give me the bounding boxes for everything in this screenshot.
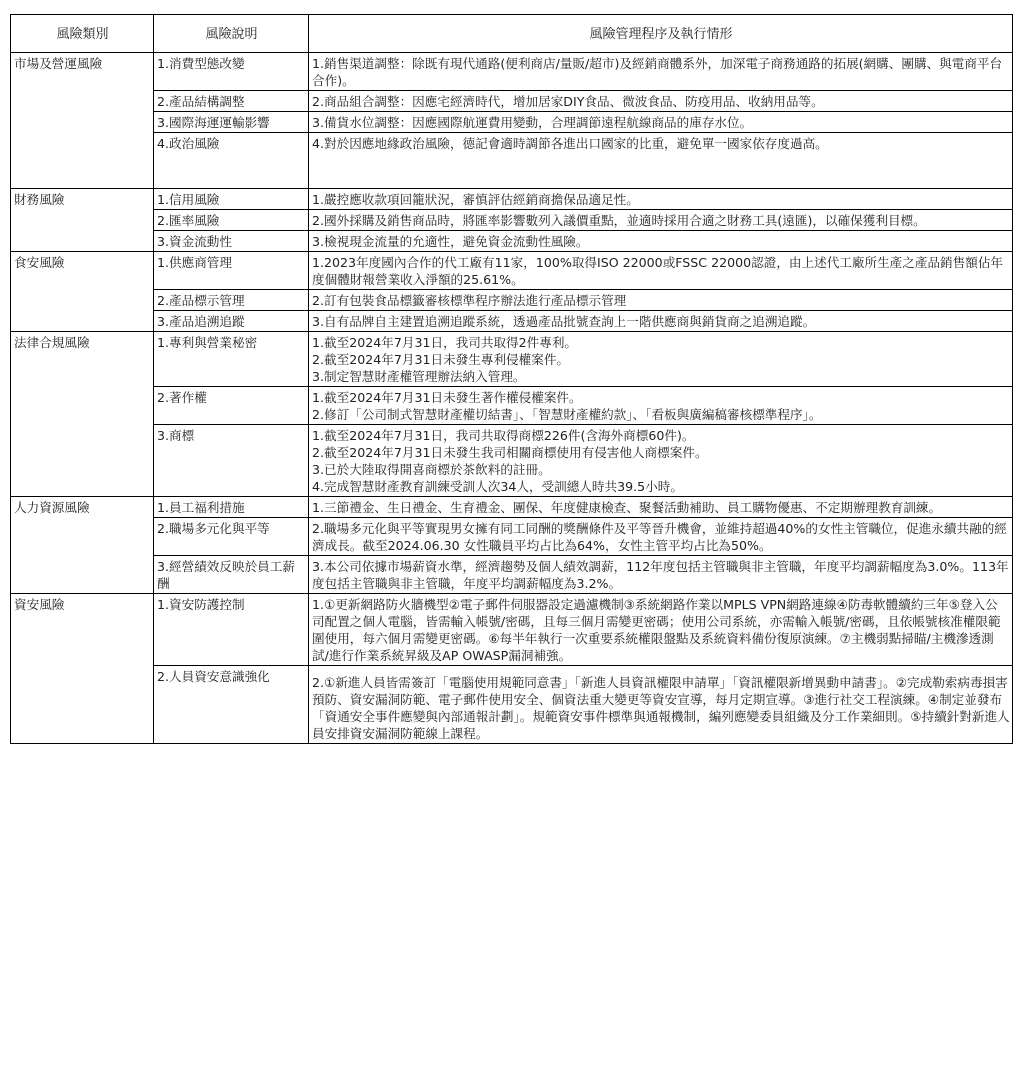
table-row <box>11 387 1013 425</box>
management-text-line: 2.①新進人員皆需簽訂「電腦使用規範同意書」「新進人員資訊權限申請單」「資訊權限新增異動申請書」。②完成勒索病毒損害預防、資安漏洞防範、電子郵件使用安全、個資法重大變更等資安宣導，每月定期宣導。③進行社交工程演練。④制定並發布「資通安全事件應變與內部通報計劃」。規範資安事件標準與通報機制，編列應變委員組織及分工作業細則。⑤持續針對新進人員安排資安漏洞防範線上課程。 <box>312 675 1010 741</box>
risk-management-cell <box>309 112 1013 133</box>
risk-management-table <box>10 14 1013 744</box>
table-row <box>11 112 1013 133</box>
risk-description-cell: 2.產品結構調整 <box>154 91 309 112</box>
risk-category-cell: 食安風險 <box>11 252 154 332</box>
management-text-line: 2.修訂「公司制式智慧財產權切結書」、「智慧財產權約款」、「看板與廣編稿審核標準程序」。 <box>312 407 822 422</box>
risk-category-cell: 財務風險 <box>11 189 154 252</box>
table-row <box>11 189 1013 210</box>
risk-category-cell: 市場及營運風險 <box>11 53 154 189</box>
table-row <box>11 425 1013 497</box>
management-text-line: 3.制定智慧財產權管理辦法納入管理。 <box>312 369 526 384</box>
risk-management-cell <box>309 231 1013 252</box>
table-row <box>11 133 1013 189</box>
management-text-line: 1.銷售渠道調整：除既有現代通路(便利商店/量販/超市)及經銷商體系外，加深電子商務通路的拓展(網購、團購、與電商平台合作)。 <box>312 56 1003 88</box>
management-text-line: 3.本公司依據市場薪資水準，經濟趨勢及個人績效調薪，112年度包括主管職與非主管職，年度平均調薪幅度為3.0%。113年度包括主管職與非主管職，年度平均調薪幅度為3.2%。 <box>312 559 1009 591</box>
risk-management-cell <box>309 497 1013 518</box>
management-text-line: 1.嚴控應收款項回籠狀況，審慎評估經銷商擔保品適足性。 <box>312 192 639 207</box>
header-risk-management: 風險管理程序及執行情形 <box>309 15 1013 53</box>
management-text-line: 1.①更新網路防火牆機型②電子郵件伺服器設定過濾機制③系統網路作業以MPLS VPN網路連線④防毒軟體續約三年⑤登入公司配置之個人電腦，皆需輸入帳號/密碼，且每三個月需變更密碼；使用公司系統，亦需輸入帳號/密碼，且依帳號核准權限範圍使用，每六個月需變更密碼。⑥每半年執行一次重要系統權限盤點及系統資料備份復原演練。⑦主機弱點掃瞄/主機滲透測試/進行作業系統昇級及AP OWASP漏洞補強。 <box>312 597 1001 663</box>
management-text-line: 1.截至2024年7月31日，我司共取得2件專利。 <box>312 335 578 350</box>
header-risk-description: 風險說明 <box>154 15 309 53</box>
risk-management-cell <box>309 252 1013 290</box>
table-row <box>11 594 1013 666</box>
risk-description-cell: 1.信用風險 <box>154 189 309 210</box>
risk-description-cell: 3.資金流動性 <box>154 231 309 252</box>
risk-description-cell: 1.消費型態改變 <box>154 53 309 91</box>
table-row <box>11 53 1013 91</box>
table-row <box>11 231 1013 252</box>
risk-description-cell: 1.員工福利措施 <box>154 497 309 518</box>
risk-management-cell <box>309 290 1013 311</box>
management-text-line: 3.備貨水位調整：因應國際航運費用變動，合理調節遠程航線商品的庫存水位。 <box>312 115 753 130</box>
header-risk-category: 風險類別 <box>11 15 154 53</box>
management-text-line: 1.2023年度國內合作的代工廠有11家，100%取得ISO 22000或FSSC 22000認證，由上述代工廠所生產之產品銷售額佔年度個體財報營業收入淨額的25.61%。 <box>312 255 1004 287</box>
table-row <box>11 666 1013 744</box>
risk-description-cell: 3.經營績效反映於員工薪酬 <box>154 556 309 594</box>
risk-description-cell: 2.匯率風險 <box>154 210 309 231</box>
risk-management-cell <box>309 210 1013 231</box>
management-text-line: 4.對於因應地緣政治風險，德記會適時調節各進出口國家的比重，避免單一國家依存度過高。 <box>312 136 828 151</box>
management-text-line: 2.職場多元化與平等實現男女擁有同工同酬的獎酬條件及平等晉升機會，並維持超過40%的女性主管職位，促進永續共融的經濟成長。截至2024.06.30 女性職員平均占比為64%，女性主管平均占比為50%。 <box>312 521 1007 553</box>
risk-management-cell <box>309 594 1013 666</box>
risk-management-cell <box>309 311 1013 332</box>
management-text-line: 1.截至2024年7月31日，我司共取得商標226件(含海外商標60件)。 <box>312 428 695 443</box>
table-row <box>11 497 1013 518</box>
risk-description-cell: 2.產品標示管理 <box>154 290 309 311</box>
risk-management-cell <box>309 556 1013 594</box>
management-text-line: 2.截至2024年7月31日未發生我司相關商標使用有侵害他人商標案件。 <box>312 445 708 460</box>
table-row <box>11 252 1013 290</box>
risk-management-cell <box>309 425 1013 497</box>
risk-management-cell <box>309 53 1013 91</box>
risk-description-cell: 3.產品追溯追蹤 <box>154 311 309 332</box>
risk-management-cell <box>309 133 1013 189</box>
table-row <box>11 91 1013 112</box>
management-text-line: 3.已於大陸取得開喜商標於茶飲料的註冊。 <box>312 462 551 477</box>
table-row <box>11 290 1013 311</box>
table-row <box>11 332 1013 387</box>
risk-description-cell: 2.人員資安意識強化 <box>154 666 309 744</box>
risk-management-cell <box>309 518 1013 556</box>
management-text-line: 2.國外採購及銷售商品時，將匯率影響數列入議價重點，並適時採用合適之財務工具(遠匯)，以確保獲利目標。 <box>312 213 926 228</box>
risk-category-cell: 法律合規風險 <box>11 332 154 497</box>
table-row <box>11 556 1013 594</box>
risk-category-cell: 人力資源風險 <box>11 497 154 594</box>
risk-description-cell: 1.供應商管理 <box>154 252 309 290</box>
risk-description-cell: 4.政治風險 <box>154 133 309 189</box>
management-text-line: 3.自有品牌自主建置追溯追蹤系統，透過產品批號查詢上一階供應商與銷貨商之追溯追蹤。 <box>312 314 816 329</box>
risk-description-cell: 3.國際海運運輸影響 <box>154 112 309 133</box>
risk-management-cell <box>309 666 1013 744</box>
management-text-line: 1.三節禮金、生日禮金、生育禮金、團保、年度健康檢查、聚餐活動補助、員工購物優惠、不定期辦理教育訓練。 <box>312 500 942 515</box>
table-header-row <box>11 15 1013 53</box>
risk-description-cell: 2.職場多元化與平等 <box>154 518 309 556</box>
risk-description-cell: 1.資安防護控制 <box>154 594 309 666</box>
risk-category-cell: 資安風險 <box>11 594 154 744</box>
management-text-line: 4.完成智慧財產教育訓練受訓人次34人，受訓總人時共39.5小時。 <box>312 479 683 494</box>
management-text-line: 2.截至2024年7月31日未發生專利侵權案件。 <box>312 352 570 367</box>
risk-management-cell <box>309 189 1013 210</box>
management-text-line: 2.訂有包裝食品標籤審核標準程序辦法進行產品標示管理 <box>312 293 627 308</box>
management-text-line: 3.檢視現金流量的允適性，避免資金流動性風險。 <box>312 234 589 249</box>
table-row <box>11 518 1013 556</box>
table-row <box>11 210 1013 231</box>
risk-description-cell: 1.專利與營業秘密 <box>154 332 309 387</box>
risk-management-cell <box>309 387 1013 425</box>
management-text-line: 1.截至2024年7月31日未發生著作權侵權案件。 <box>312 390 582 405</box>
risk-description-cell: 2.著作權 <box>154 387 309 425</box>
risk-management-cell <box>309 332 1013 387</box>
risk-description-cell: 3.商標 <box>154 425 309 497</box>
management-text-line: 2.商品組合調整：因應宅經濟時代，增加居家DIY食品、微波食品、防疫用品、收納用品等。 <box>312 94 824 109</box>
table-row <box>11 311 1013 332</box>
risk-management-cell <box>309 91 1013 112</box>
